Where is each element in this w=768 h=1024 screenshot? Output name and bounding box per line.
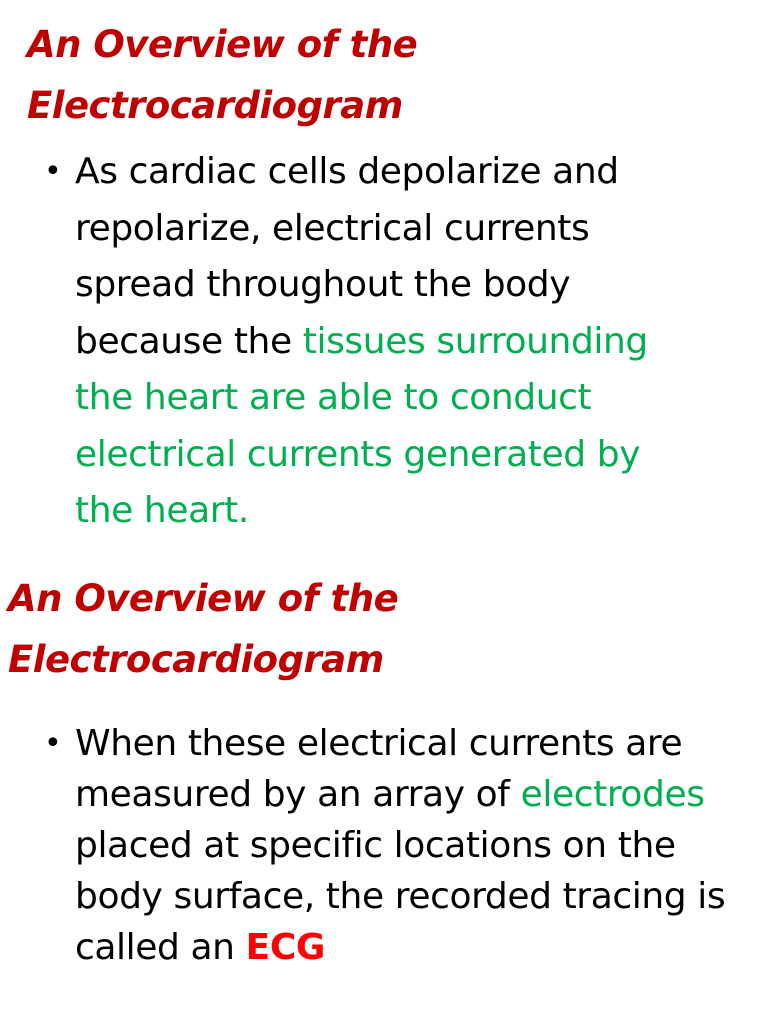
slide1-title [27, 14, 417, 136]
slide1-bullet [44, 144, 734, 540]
slide2-bullet [44, 718, 734, 973]
bullet-icon: • [44, 154, 62, 189]
slide2-bullet-text [75, 718, 734, 973]
slide2-title [8, 568, 398, 690]
slide2-line2-pre: measured by an array of [75, 774, 521, 815]
slide1-highlight-3: electrical currents generated by [75, 433, 641, 475]
slide1-line2: repolarize, electrical currents [75, 207, 590, 249]
slide2-line1: When these electrical currents are [75, 723, 683, 764]
slide1-title-line2: Electrocardiogram [27, 84, 403, 127]
ecg-highlight: ECG [245, 927, 325, 968]
slide1-bullet-text [75, 144, 734, 540]
slide2-line4: body surface, the recorded tracing is [75, 876, 726, 917]
slide1-line3: spread throughout the body [75, 264, 571, 305]
slide1-highlight-4: the heart. [75, 490, 249, 531]
slide2-line3: placed at specific locations on the [75, 825, 676, 866]
slide1-line4: because the [75, 320, 303, 362]
electrodes-highlight: electrodes [520, 774, 705, 815]
bullet-icon: • [44, 726, 62, 761]
slide2-line5-pre: called an [75, 927, 246, 968]
slide1-title-line1: An Overview of the [27, 23, 418, 66]
slide1-line1: As cardiac cells depolarize and [75, 151, 619, 192]
slide2-title-line2: Electrocardiogram [8, 638, 384, 681]
slide1-highlight-2: the heart are able to conduct [75, 377, 592, 418]
slide2-title-line1: An Overview of the [8, 577, 399, 620]
slide1-highlight-1: tissues surrounding [302, 320, 648, 362]
